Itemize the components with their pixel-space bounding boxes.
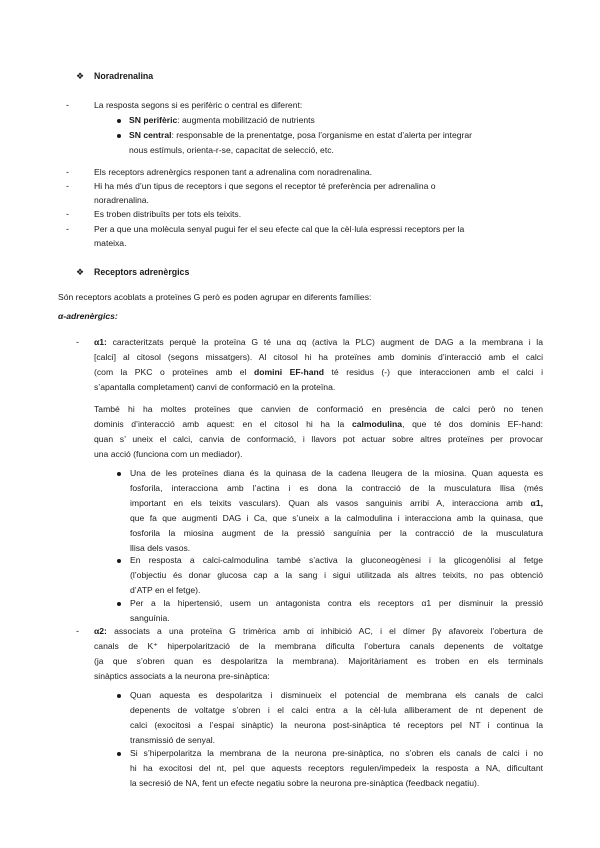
paragraph-line: (com la PKC o proteïnes amb el domini EF-hand té residus (-) que interaccionen amb el calci i (94, 367, 543, 377)
paragraph-line: mateixa. (94, 238, 127, 248)
subheading-alpha: α-adrenèrgics: (58, 311, 118, 321)
paragraph-line: una acció (funciona com un mediador). (94, 449, 243, 459)
list-item: Per a la hipertensió, usem un antagonista contra els receptors α1 per disminuir la pressió (130, 598, 543, 608)
paragraph-line: canals de K⁺ hiperpolarització de la membrana dificulta l’obertura canals depenents de voltatge (94, 641, 543, 651)
bullet-dot-icon (117, 602, 121, 606)
list-item: que fa que augmenti DAG i Ca, que s’uneix a la calmodulina i interacciona amb la quinasa, que (130, 513, 543, 523)
paragraph-line: Són receptors acoblats a proteïnes G però es poden agrupar en diferents famílies: (58, 292, 372, 302)
list-item-continuation: nous estímuls, orienta-r-se, capacitat de selecció, etc. (129, 145, 334, 155)
list-item: SN perifèric: augmenta mobilització de nutrients (129, 115, 315, 125)
list-item: important en els teixits vasculars). Quan als vasos sanguinis arribi A, interacciona amb α1, (130, 498, 543, 508)
paragraph-line: Per a que una molècula senyal pugui fer el seu efecte cal que la cèl·lula espressi receptors per la (94, 224, 465, 234)
list-item: calci (exocitosi a l’espai sinàptic) la neurona post-sinàptica té receptors pel NT i continua la (130, 720, 543, 730)
list-item: llisa dels vasos. (130, 543, 191, 553)
diamond-bullet-icon: ❖ (76, 267, 85, 277)
bullet-dot-icon (117, 134, 121, 138)
dash-bullet: - (66, 209, 69, 219)
dash-bullet: - (66, 100, 69, 110)
paragraph-line: α2: associats a una proteïna G trimèrica amb αi inhibició AC, i el dímer βγ afavoreix l’obertura de (94, 626, 543, 636)
section-heading-receptors: Receptors adrenèrgics (94, 267, 190, 277)
paragraph-line: s’apantalla completament) canvi de conformació en la proteïna. (94, 382, 336, 392)
bullet-dot-icon (117, 694, 121, 698)
dash-bullet: - (76, 626, 79, 636)
list-item: d’ATP en el fetge). (130, 585, 201, 595)
paragraph-line: sinàptics associats a la neurona pre-sinàptica: (94, 671, 270, 681)
list-item: Una de les proteïnes diana és la quinasa de la cadena lleugera de la miosina. Quan aquesta es (130, 468, 543, 478)
list-item: En resposta a calci-calmodulina també s’activa la gluconeogènesi i la glicogenòlisi al fetge (130, 555, 543, 565)
list-item: transmissió de senyal. (130, 735, 216, 745)
list-item: fosforila, interacciona amb l’actina i es dona la contracció de la musculatura llisa (més (130, 483, 543, 493)
bullet-dot-icon (117, 472, 121, 476)
paragraph-line: (ja que s’obren quan es despolaritza la membrana). Majoritàriament es troben en els terminals (94, 656, 543, 666)
paragraph-line: dominis d’interacció amb aquest: en el citosol hi ha la calmodulina, que té dos dominis EF-hand: (94, 419, 543, 429)
list-item: depenents de voltatge s’obren i el calci entra a la cèl·lula alliberament de nt depenent de (130, 705, 543, 715)
list-item: SN central: responsable de la prenentatge, posa l’organisme en estat d’alerta per integrar (129, 130, 473, 140)
bullet-dot-icon (117, 752, 121, 756)
list-item: (l’objectiu és donar glucosa cap a la sang i sigui utilitzada als altres teixits, no pas obtenció (130, 570, 543, 580)
paragraph-line: noradrenalina. (94, 195, 149, 205)
bullet-dot-icon (117, 119, 121, 123)
paragraph-line: Hi ha més d’un tipus de receptors i que segons el receptor té preferència per adrenalina o (94, 181, 436, 191)
paragraph-line: [calci] al citosol (segons missatgers). Al citosol hi ha proteïnes amb dominis d’interacció amb el calci (94, 352, 543, 362)
paragraph-line: quan s’ uneix el calci, canvia de conformació, i llavors pot actuar sobre altres proteïnes per provocar (94, 434, 543, 444)
dash-bullet: - (66, 181, 69, 191)
dash-bullet: - (66, 167, 69, 177)
section-heading-noradrenalina: Noradrenalina (94, 71, 154, 81)
bullet-dot-icon (117, 559, 121, 563)
dash-bullet: - (66, 224, 69, 234)
list-item: hi ha exocitosi del nt, pel que aquests receptors regulen/impedeix la resposta a NA, dificultant (130, 763, 543, 773)
list-item: fosforila la miosina augment de la pressió sanguínia per la contracció de la musculatura (130, 528, 543, 538)
paragraph-line: α1: caracteritzats perquè la proteïna G té una αq (activa la PLC) augment de DAG a la membrana i la (94, 337, 543, 347)
list-item: sanguínia. (130, 613, 170, 623)
list-item: Si s’hiperpolaritza la membrana de la neurona pre-sinàptica, no s’obren els canals de calci i no (130, 748, 543, 758)
paragraph-line: També hi ha moltes proteïnes que canvien de conformació en presència de calci però no tenen (94, 404, 543, 414)
list-item: Quan aquesta es despolaritza i disminueix el potencial de membrana els canals de calci (130, 690, 543, 700)
dash-bullet: - (76, 337, 79, 347)
paragraph-line: La resposta segons si es perifèric o central es diferent: (94, 100, 303, 110)
paragraph-line: Els receptors adrenèrgics responen tant a adrenalina com noradrenalina. (94, 167, 373, 177)
paragraph-line: Es troben distribuïts per tots els teixits. (94, 209, 242, 219)
diamond-bullet-icon: ❖ (76, 71, 85, 81)
list-item: la secresió de NA, fent un efecte negatiu sobre la neurona pre-sinàptica (feedback negatiu). (130, 778, 480, 788)
